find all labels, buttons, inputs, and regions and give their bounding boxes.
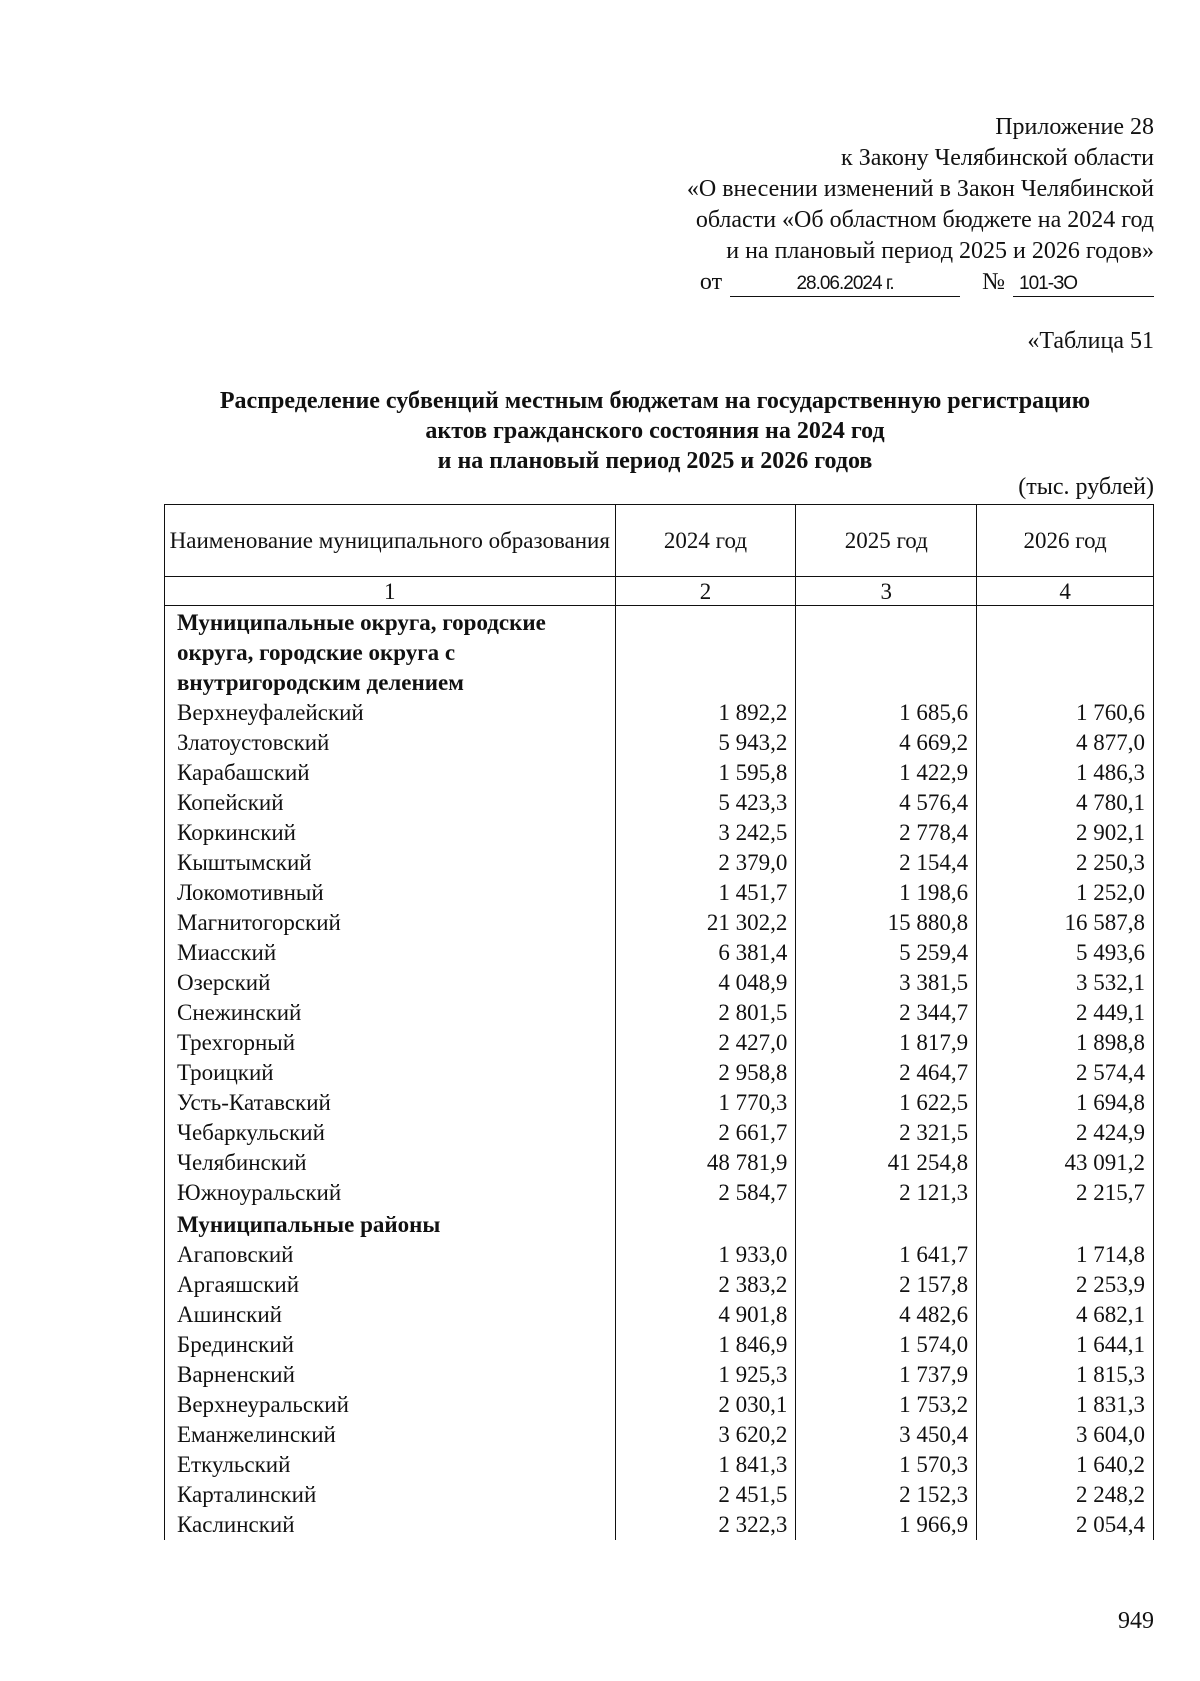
value-2024: 21 302,2	[615, 908, 796, 938]
value-2026: 1 694,8	[977, 1088, 1154, 1118]
section-header-row	[165, 606, 1154, 699]
value-2025: 3 450,4	[796, 1420, 977, 1450]
value-2025: 1 753,2	[796, 1390, 977, 1420]
value-2026: 4 877,0	[977, 728, 1154, 758]
title-line: и на плановый период 2025 и 2026 годов	[437, 448, 873, 474]
municipality-name: Брединский	[165, 1330, 616, 1360]
value-2025: 2 157,8	[796, 1270, 977, 1300]
value-2026: 2 250,3	[977, 848, 1154, 878]
value-2026: 1 486,3	[977, 758, 1154, 788]
value-2025: 4 482,6	[796, 1300, 977, 1330]
value-2025: 15 880,8	[796, 908, 977, 938]
value-2024: 2 801,5	[615, 998, 796, 1028]
table-row	[165, 1330, 1154, 1360]
municipality-name: Карабашский	[165, 758, 616, 788]
subvention-table	[164, 504, 1154, 1540]
value-2025: 3 381,5	[796, 968, 977, 998]
table-body	[165, 606, 1154, 1541]
municipality-name: Верхнеуфалейский	[165, 698, 616, 728]
value-2026: 1 815,3	[977, 1360, 1154, 1390]
value-2026: 2 902,1	[977, 818, 1154, 848]
value-2026: 2 054,4	[977, 1510, 1154, 1540]
municipality-name: Трехгорный	[165, 1028, 616, 1058]
law-date: 28.06.2024 г.	[730, 272, 960, 297]
value-2026: 2 449,1	[977, 998, 1154, 1028]
value-2024: 2 379,0	[615, 848, 796, 878]
municipality-name: Каслинский	[165, 1510, 616, 1540]
table-header-row	[165, 505, 1154, 577]
column-number: 2	[615, 577, 796, 606]
value-2026: 1 898,8	[977, 1028, 1154, 1058]
table-row	[165, 1088, 1154, 1118]
table-row	[165, 968, 1154, 998]
municipality-name: Еманжелинский	[165, 1420, 616, 1450]
value-2025: 41 254,8	[796, 1148, 977, 1178]
empty-cell	[977, 606, 1154, 699]
value-2024: 1 451,7	[615, 878, 796, 908]
appendix-header	[594, 112, 1154, 298]
value-2026: 1 760,6	[977, 698, 1154, 728]
table-reference: «Таблица 51	[1027, 328, 1154, 354]
empty-cell	[615, 606, 796, 699]
table-row	[165, 1480, 1154, 1510]
value-2024: 2 427,0	[615, 1028, 796, 1058]
value-2024: 2 584,7	[615, 1178, 796, 1208]
table-row	[165, 1118, 1154, 1148]
table-row	[165, 728, 1154, 758]
value-2024: 1 933,0	[615, 1240, 796, 1270]
value-2025: 1 685,6	[796, 698, 977, 728]
value-2025: 2 154,4	[796, 848, 977, 878]
table-row	[165, 1360, 1154, 1390]
header-line: «О внесении изменений в Закон Челябинской	[686, 176, 1154, 202]
value-2025: 4 576,4	[796, 788, 977, 818]
value-2024: 1 841,3	[615, 1450, 796, 1480]
municipality-name: Миасский	[165, 938, 616, 968]
page-number: 949	[1118, 1608, 1154, 1634]
value-2024: 1 770,3	[615, 1088, 796, 1118]
municipality-name: Варненский	[165, 1360, 616, 1390]
table-row	[165, 998, 1154, 1028]
column-number: 1	[165, 577, 616, 606]
table-row	[165, 818, 1154, 848]
municipality-name: Локомотивный	[165, 878, 616, 908]
header-line: Приложение 28	[995, 114, 1154, 140]
law-number: 101-ЗО	[1013, 272, 1154, 297]
table-row	[165, 698, 1154, 728]
value-2025: 1 641,7	[796, 1240, 977, 1270]
value-2024: 48 781,9	[615, 1148, 796, 1178]
empty-cell	[796, 606, 977, 699]
table-row	[165, 1148, 1154, 1178]
value-2025: 2 344,7	[796, 998, 977, 1028]
from-label: от	[699, 269, 723, 295]
value-2026: 2 574,4	[977, 1058, 1154, 1088]
value-2026: 1 714,8	[977, 1240, 1154, 1270]
header-2025: 2025 год	[796, 505, 977, 577]
empty-cell	[796, 1208, 977, 1240]
municipality-name: Троицкий	[165, 1058, 616, 1088]
value-2025: 1 198,6	[796, 878, 977, 908]
empty-cell	[977, 1208, 1154, 1240]
column-number: 4	[977, 577, 1154, 606]
value-2024: 1 595,8	[615, 758, 796, 788]
value-2025: 1 574,0	[796, 1330, 977, 1360]
municipality-name: Озерский	[165, 968, 616, 998]
municipality-name: Агаповский	[165, 1240, 616, 1270]
municipality-name: Усть-Катавский	[165, 1088, 616, 1118]
table-row	[165, 1028, 1154, 1058]
column-number: 3	[796, 577, 977, 606]
value-2024: 2 030,1	[615, 1390, 796, 1420]
municipality-name: Чебаркульский	[165, 1118, 616, 1148]
table-row	[165, 1178, 1154, 1208]
value-2024: 2 322,3	[615, 1510, 796, 1540]
value-2024: 1 925,3	[615, 1360, 796, 1390]
municipality-name: Златоустовский	[165, 728, 616, 758]
value-2024: 3 620,2	[615, 1420, 796, 1450]
table-row	[165, 1450, 1154, 1480]
municipality-name: Ашинский	[165, 1300, 616, 1330]
value-2026: 2 424,9	[977, 1118, 1154, 1148]
value-2026: 2 248,2	[977, 1480, 1154, 1510]
value-2026: 3 532,1	[977, 968, 1154, 998]
value-2024: 6 381,4	[615, 938, 796, 968]
table-row	[165, 788, 1154, 818]
value-2024: 4 048,9	[615, 968, 796, 998]
title-line: Распределение субвенций местным бюджетам на государственную регистрацию	[219, 388, 1091, 414]
value-2025: 2 464,7	[796, 1058, 977, 1088]
value-2025: 4 669,2	[796, 728, 977, 758]
value-2026: 1 644,1	[977, 1330, 1154, 1360]
municipality-name: Еткульский	[165, 1450, 616, 1480]
value-2025: 2 321,5	[796, 1118, 977, 1148]
table-row	[165, 758, 1154, 788]
value-2025: 2 778,4	[796, 818, 977, 848]
value-2026: 4 780,1	[977, 788, 1154, 818]
units-label: (тыс. рублей)	[1018, 474, 1154, 500]
header-line: области «Об областном бюджете на 2024 год	[695, 207, 1154, 233]
municipality-name: Снежинский	[165, 998, 616, 1028]
value-2024: 5 423,3	[615, 788, 796, 818]
table-row	[165, 1270, 1154, 1300]
section-title: Муниципальные округа, городские округа, городские округа с внутригородским делением	[165, 606, 616, 699]
value-2025: 1 622,5	[796, 1088, 977, 1118]
value-2025: 5 259,4	[796, 938, 977, 968]
value-2024: 3 242,5	[615, 818, 796, 848]
law-reference	[594, 267, 1154, 298]
column-number-row	[165, 577, 1154, 606]
value-2024: 1 892,2	[615, 698, 796, 728]
value-2025: 2 152,3	[796, 1480, 977, 1510]
table-row	[165, 848, 1154, 878]
municipality-name: Челябинский	[165, 1148, 616, 1178]
title-line: актов гражданского состояния на 2024 год	[425, 418, 885, 444]
value-2026: 5 493,6	[977, 938, 1154, 968]
table-row	[165, 1300, 1154, 1330]
value-2026: 16 587,8	[977, 908, 1154, 938]
value-2026: 1 831,3	[977, 1390, 1154, 1420]
table-row	[165, 878, 1154, 908]
section-title: Муниципальные районы	[165, 1208, 616, 1240]
municipality-name: Аргаяшский	[165, 1270, 616, 1300]
value-2025: 1 737,9	[796, 1360, 977, 1390]
value-2025: 1 966,9	[796, 1510, 977, 1540]
value-2025: 1 817,9	[796, 1028, 977, 1058]
table-row	[165, 938, 1154, 968]
value-2025: 1 570,3	[796, 1450, 977, 1480]
value-2024: 2 661,7	[615, 1118, 796, 1148]
table-row	[165, 1510, 1154, 1540]
document-title	[160, 386, 1150, 476]
table-row	[165, 1420, 1154, 1450]
value-2026: 2 253,9	[977, 1270, 1154, 1300]
value-2026: 4 682,1	[977, 1300, 1154, 1330]
value-2024: 1 846,9	[615, 1330, 796, 1360]
value-2026: 1 640,2	[977, 1450, 1154, 1480]
municipality-name: Коркинский	[165, 818, 616, 848]
table-row	[165, 1390, 1154, 1420]
value-2024: 2 383,2	[615, 1270, 796, 1300]
value-2025: 2 121,3	[796, 1178, 977, 1208]
value-2026: 2 215,7	[977, 1178, 1154, 1208]
header-line: и на плановый период 2025 и 2026 годов»	[726, 238, 1154, 264]
header-2024: 2024 год	[615, 505, 796, 577]
value-2026: 43 091,2	[977, 1148, 1154, 1178]
header-name: Наименование муниципального образования	[165, 505, 616, 577]
header-line: к Закону Челябинской области	[841, 145, 1154, 171]
table-row	[165, 1240, 1154, 1270]
value-2024: 5 943,2	[615, 728, 796, 758]
municipality-name: Верхнеуральский	[165, 1390, 616, 1420]
table-row	[165, 1058, 1154, 1088]
number-label: №	[982, 269, 1005, 295]
value-2024: 2 958,8	[615, 1058, 796, 1088]
municipality-name: Южноуральский	[165, 1178, 616, 1208]
municipality-name: Копейский	[165, 788, 616, 818]
table-row	[165, 908, 1154, 938]
value-2026: 1 252,0	[977, 878, 1154, 908]
value-2024: 2 451,5	[615, 1480, 796, 1510]
section-header-row	[165, 1208, 1154, 1240]
empty-cell	[615, 1208, 796, 1240]
value-2024: 4 901,8	[615, 1300, 796, 1330]
value-2025: 1 422,9	[796, 758, 977, 788]
municipality-name: Магнитогорский	[165, 908, 616, 938]
municipality-name: Карталинский	[165, 1480, 616, 1510]
value-2026: 3 604,0	[977, 1420, 1154, 1450]
municipality-name: Кыштымский	[165, 848, 616, 878]
header-2026: 2026 год	[977, 505, 1154, 577]
